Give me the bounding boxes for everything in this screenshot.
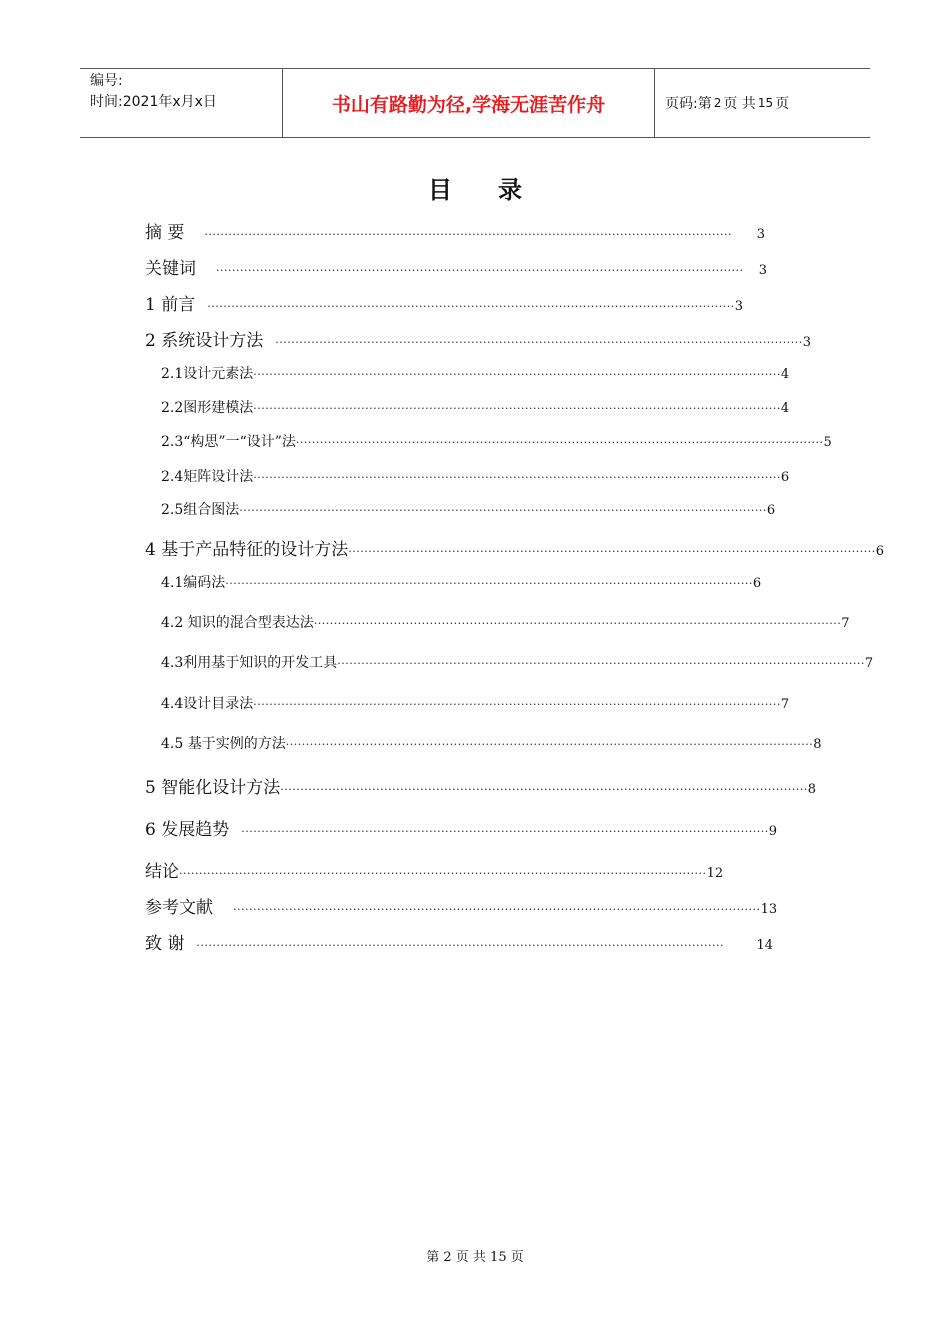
header-motto: 书山有路勤为径,学海无涯苦作舟	[282, 69, 655, 137]
toc-leader: ····································································································································	[253, 471, 781, 484]
toc-title	[0, 170, 950, 205]
toc-entry-page: 8	[813, 737, 822, 752]
toc-leader: ····································································································································	[241, 825, 769, 838]
page-suffix: 页	[775, 96, 790, 112]
toc-entry-4-1[interactable]	[161, 572, 762, 592]
toc-leader: ····································································································································	[179, 867, 707, 880]
toc-leader: ····································································································································	[280, 783, 808, 796]
toc-entry-page: 6	[752, 576, 762, 591]
toc-entry-page: 8	[807, 782, 817, 797]
toc-entry-label: 4.1编码法	[161, 575, 226, 591]
toc-entry-page: 14	[756, 938, 773, 953]
toc-entry-page: 7	[780, 697, 790, 712]
toc-entry-label: 1 前言	[145, 295, 196, 315]
toc-entry-label: 摘 要	[145, 223, 185, 243]
toc-entry-label: 参考文献	[145, 898, 213, 918]
toc-leader: ····································································································································	[233, 903, 761, 916]
toc-entry-2-4[interactable]	[161, 466, 790, 486]
page-header	[80, 68, 870, 138]
toc-entry-label: 4.2 知识的混合型表达法	[161, 615, 314, 631]
toc-entry-intelligent-design[interactable]	[145, 773, 817, 798]
toc-entry-feature-design[interactable]	[145, 535, 885, 560]
toc-entry-label: 2.5组合图法	[161, 502, 240, 518]
page-mid: 页 共	[723, 96, 756, 112]
toc-entry-page: 12	[706, 866, 724, 881]
toc-entry-label: 2.4矩阵设计法	[161, 469, 254, 485]
page-number: 2	[713, 96, 722, 110]
toc-leader: ····································································································································	[239, 504, 767, 517]
toc-entry-page: 5	[823, 435, 832, 450]
toc-entry-label: 4.4设计目录法	[161, 696, 254, 712]
page-total: 15	[757, 96, 774, 110]
toc-entry-4-5[interactable]	[161, 733, 822, 753]
toc-entry-label: 致 谢	[145, 934, 185, 954]
toc-entry-label: 5 智能化设计方法	[145, 778, 281, 798]
toc-entry-label: 关键词	[145, 259, 196, 279]
toc-title-right: 录	[498, 176, 522, 204]
toc-entry-references[interactable]	[145, 893, 778, 918]
toc-entry-2-3[interactable]	[161, 431, 832, 451]
toc-entry-4-4[interactable]	[161, 693, 790, 713]
toc-entry-label: 4.5 基于实例的方法	[161, 736, 286, 752]
toc-leader: ····································································································································	[295, 436, 824, 449]
toc-leader: ····································································································································	[313, 617, 842, 630]
toc-entry-acknowledgements[interactable]	[145, 929, 773, 954]
toc-leader: ····································································································································	[253, 368, 781, 381]
toc-leader: ····································································································································	[216, 264, 744, 277]
toc-entry-page: 13	[760, 902, 778, 917]
header-meta	[80, 69, 282, 137]
toc-entry-2-5[interactable]	[161, 499, 776, 519]
toc-entry-trends[interactable]	[145, 815, 778, 840]
toc-entry-abstract[interactable]	[145, 218, 765, 243]
toc-entry-label: 6 发展趋势	[145, 820, 230, 840]
toc-entry-label: 2 系统设计方法	[145, 331, 264, 351]
toc-entry-page: 4	[780, 401, 790, 416]
toc-entry-page: 7	[841, 616, 850, 631]
toc-leader: ····································································································································	[207, 300, 735, 313]
toc-leader: ····································································································································	[348, 545, 876, 558]
toc-entry-label: 2.1设计元素法	[161, 366, 254, 382]
toc-entry-2-2[interactable]	[161, 397, 790, 417]
toc-entry-label: 4.3利用基于知识的开发工具	[161, 655, 338, 671]
toc-leader: ····································································································································	[337, 657, 865, 670]
toc-entry-label: 结论	[145, 862, 179, 882]
toc-leader: ····································································································································	[204, 228, 732, 241]
toc-leader: ····································································································································	[275, 336, 803, 349]
toc-leader: ····································································································································	[285, 738, 814, 751]
toc-leader: ····································································································································	[253, 402, 781, 415]
toc-entry-page: 3	[734, 299, 744, 314]
toc-entry-page: 3	[758, 263, 767, 278]
toc-leader: ····································································································································	[196, 939, 724, 952]
page-footer: 第 2 页 共 15 页	[426, 1250, 524, 1265]
toc-entry-page: 6	[875, 544, 885, 559]
toc-entry-page: 3	[802, 335, 812, 350]
page-prefix: 页码:第	[665, 96, 712, 112]
toc-entry-page: 6	[780, 470, 790, 485]
toc-entry-page: 7	[864, 656, 874, 671]
toc-entry-keywords[interactable]	[145, 254, 767, 279]
toc-entry-label: 4 基于产品特征的设计方法	[145, 540, 349, 560]
toc-entry-conclusion[interactable]	[145, 857, 724, 882]
toc-entry-2-1[interactable]	[161, 363, 790, 383]
toc-entry-system-design[interactable]	[145, 326, 812, 351]
toc-entry-page: 3	[756, 227, 765, 242]
toc-entry-label: 2.3“构思”一“设计”法	[161, 434, 296, 450]
toc-entry-4-3[interactable]	[161, 652, 874, 672]
toc-entry-page: 4	[780, 367, 790, 382]
toc-title-left: 目	[428, 176, 452, 204]
toc-entry-label: 2.2图形建模法	[161, 400, 254, 416]
toc-leader: ····································································································································	[225, 577, 753, 590]
toc-entry-page: 6	[766, 503, 776, 518]
time-label: 时间:2021年x月x日	[90, 94, 217, 110]
serial-label: 编号:	[90, 73, 123, 89]
toc-entry-4-2[interactable]	[161, 612, 850, 632]
toc-leader: ····································································································································	[253, 698, 781, 711]
toc-entry-page: 9	[768, 824, 778, 839]
toc-entry-preface[interactable]	[145, 290, 744, 315]
header-page-info	[655, 69, 870, 137]
